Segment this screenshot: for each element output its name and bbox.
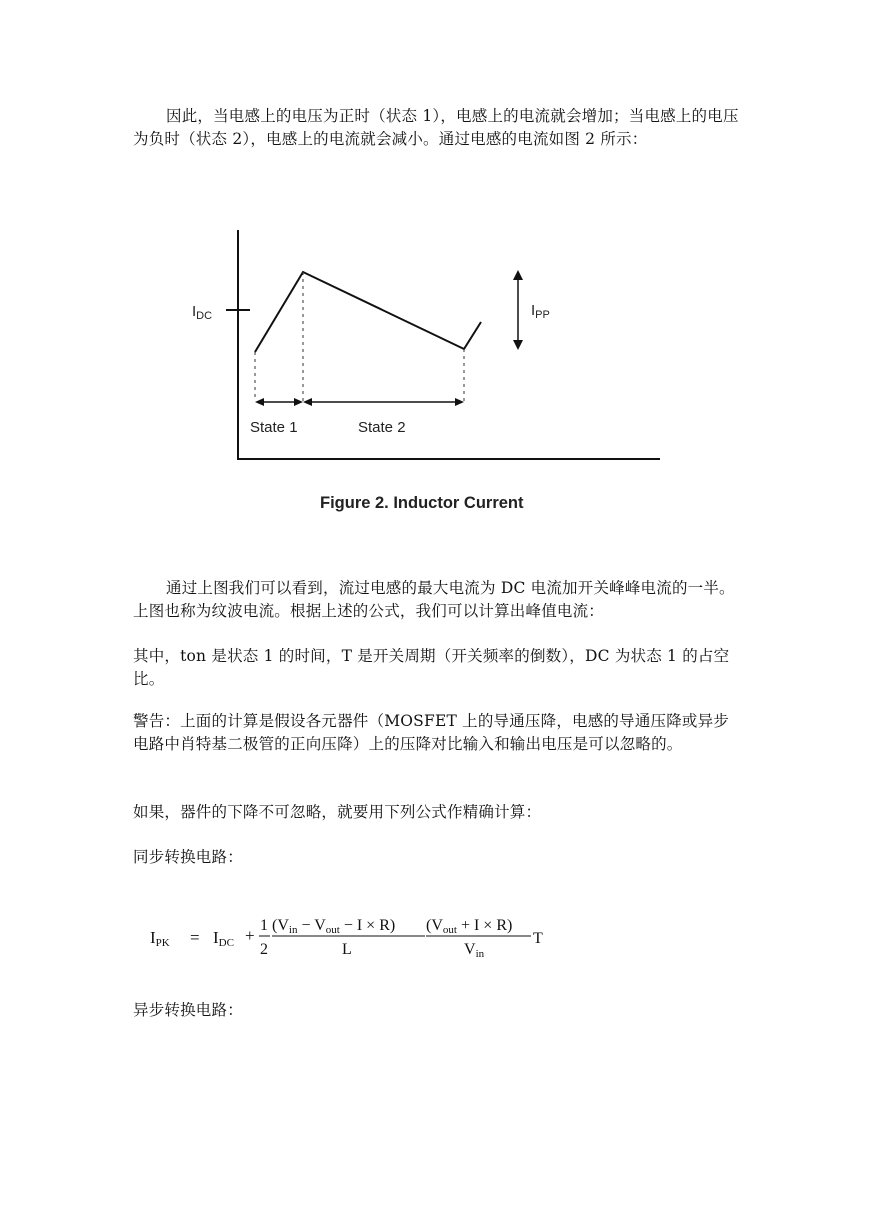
formula-lhs: IPK <box>150 928 170 949</box>
peak-current-formula <box>150 900 570 970</box>
current-waveform <box>255 272 481 352</box>
formula-idc: IDC <box>213 928 234 949</box>
state2-arrowhead-left <box>303 398 312 406</box>
paragraph-peak-current: 通过上图我们可以看到，流过电感的最大电流为 DC 电流加开关峰峰电流的一半。上图也称为纹波电流。根据上述的公式，我们可以计算出峰值电流： <box>133 579 735 620</box>
paragraph-state-explanation: 因此，当电感上的电压为正时（状态 1），电感上的电流就会增加；当电感上的电压为负时（状态 2），电感上的电流就会减小。通过电感的电流如图 2 所示： <box>133 107 739 148</box>
idc-label: $I_{DC}$ <box>192 303 213 322</box>
formula-svg <box>150 900 570 970</box>
formula-equals: = <box>190 928 200 947</box>
state1-arrowhead-left <box>255 398 264 406</box>
state2-arrowhead-right <box>455 398 464 406</box>
ipp-arrowhead-up <box>513 270 523 280</box>
formula-plus: + <box>245 926 255 945</box>
figure-caption: Figure 2. Inductor Current <box>320 494 524 512</box>
formula-period: T <box>533 930 543 947</box>
ipp-label: $I_{PP}$ <box>531 302 550 321</box>
formula-num1: (Vin − Vout − I × R) <box>272 917 396 936</box>
formula-half-den: 2 <box>260 941 268 958</box>
paragraph-warning: 警告：上面的计算是假设各元器件（MOSFET 上的导通压降，电感的导通压降或异步电路中肖特基二极管的正向压降）上的压降对比输入和输出电压是可以忽略的。 <box>133 712 730 753</box>
heading-async-converter: 异步转换电路： <box>133 1001 243 1019</box>
state1-label: State 1 <box>250 419 298 436</box>
formula-den2: Vin <box>464 941 485 960</box>
paragraph-precise: 如果，器件的下降不可忽略，就要用下列公式作精确计算： <box>133 803 542 821</box>
paragraph-definitions: 其中，ton 是状态 1 的时间，T 是开关周期（开关频率的倒数），DC 为状态 1 的占空比。 <box>133 647 730 688</box>
formula-half-num: 1 <box>260 917 268 934</box>
ipp-arrowhead-down <box>513 340 523 350</box>
inductor-current-figure <box>180 215 700 525</box>
formula-num2: (Vout + I × R) <box>426 917 513 936</box>
state1-arrowhead-right <box>294 398 303 406</box>
heading-sync-converter: 同步转换电路： <box>133 848 243 866</box>
formula-den1: L <box>342 941 352 958</box>
inductor-current-diagram <box>180 215 700 525</box>
state2-label: State 2 <box>358 419 406 436</box>
